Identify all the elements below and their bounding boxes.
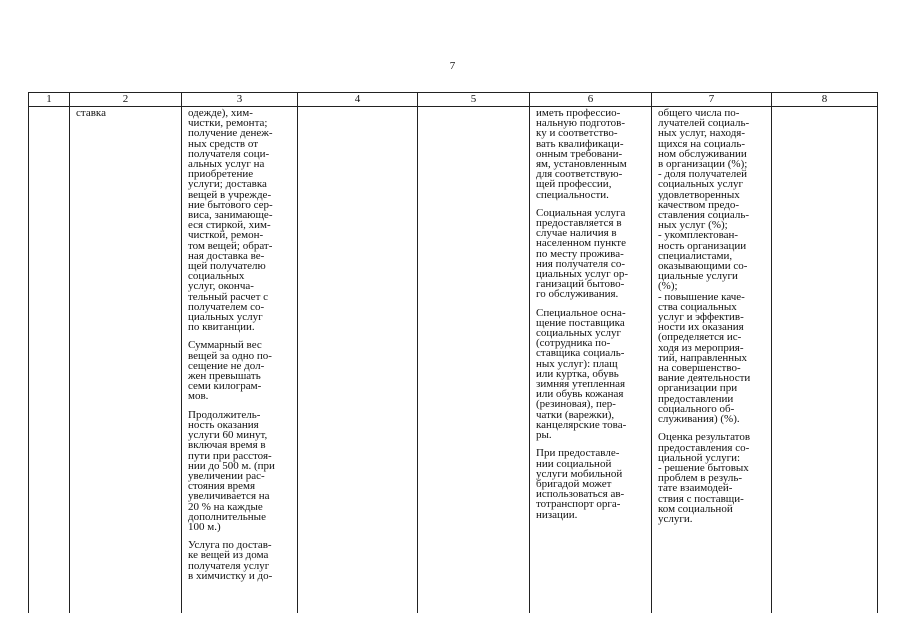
cell-col7 <box>652 107 772 614</box>
equipment-paragraph: Специальное осна- щение поставщика социальных услуг (сотрудника по- ставщика социаль- ных услуг): плащ или куртка, обувь зимняя утепленная или обувь кожаная (резиновая), пер- чатки (варежки), канцелярские това- ры. <box>536 306 627 442</box>
mobile-brigade-paragraph: При предоставле- нии социальной услуги мобильной бригадой может использоваться ав- тотранспорт орга- низации. <box>536 447 625 521</box>
column-header-1: 1 <box>29 93 70 107</box>
results-evaluation-paragraph: Оценка результатов предоставления со- циальной услуги: - решение бытовых проблем в резуль- тате взаимодей- ствия с поставщи- ком социальной услуги. <box>658 431 751 525</box>
services-table <box>28 92 878 613</box>
column-header-5: 5 <box>418 93 530 107</box>
page-number: 7 <box>449 60 456 72</box>
cell-col3 <box>182 107 298 614</box>
column-header-3: 3 <box>182 93 298 107</box>
cell-col6 <box>530 107 652 614</box>
cell-col8 <box>772 107 878 614</box>
service-description-paragraph: одежде), хим- чистки, ремонта; получение денеж- ных средств от получателя соци- альных услуг на приобретение услуги; доставка вещей в учрежде- ние бытового сер- виса, занимающе- еся стиркой, хим- чисткой, ремон- том вещей; обрат- ная доставка ве- щей получателю социальных услуг, оконча- тельный расчет с получателем со- циальных услуг по квитанции. <box>188 107 273 334</box>
column-header-4: 4 <box>298 93 418 107</box>
table-row <box>29 107 878 614</box>
column-header-6: 6 <box>530 93 652 107</box>
column-header-7: 7 <box>652 93 772 107</box>
weight-limit-paragraph: Суммарный вес вещей за одно по- сещение не дол- жен превышать семи килограм- мов. <box>188 339 272 403</box>
quality-indicators-paragraph: общего числа по- лучателей социаль- ных услуг, находя- щихся на социаль- ном обслуживании в организации (%); - доля получателей социальных услуг удовлетворенных качеством предо- ставления социаль- ных услуг (%); - укомплектован- ность организации специалистами, оказывающими со- циальные услуги (%); - повышение каче- ства социальных услуг и эффектив- ности их оказания (определяется ис- ходя из мероприя- тий, направленных на совершенство- вание деятельности организации при предоставлении социального об- служивания) (%). <box>658 107 751 426</box>
qualification-paragraph: иметь профессио- нальную подготов- ку и соответство- вать квалификаци- онным требовани- ям, установленным для соответствую- щей профессии, специальности. <box>536 107 627 201</box>
header-row <box>29 93 878 107</box>
cell-col2 <box>70 107 182 614</box>
duration-paragraph: Продолжитель- ность оказания услуги 60 минут, включая время в пути при расстоя- нии до 500 м. (при увеличении рас- стояния время увеличивается на 20 % на каждые дополнительные 100 м.) <box>188 408 275 533</box>
column-header-8: 8 <box>772 93 878 107</box>
cell-col1 <box>29 107 70 614</box>
delivery-paragraph: Услуга по достав- ке вещей из дома получателя услуг в химчистку и до- <box>188 539 273 582</box>
column-header-2: 2 <box>70 93 182 107</box>
service-name-fragment: ставка <box>76 107 106 119</box>
cell-col4 <box>298 107 418 614</box>
availability-paragraph: Социальная услуга предоставляется в случае наличия в населенном пункте по месту прожива- ния получателя со- циальных услуг ор- ганизаций бытово- го обслуживания. <box>536 206 629 301</box>
cell-col5 <box>418 107 530 614</box>
